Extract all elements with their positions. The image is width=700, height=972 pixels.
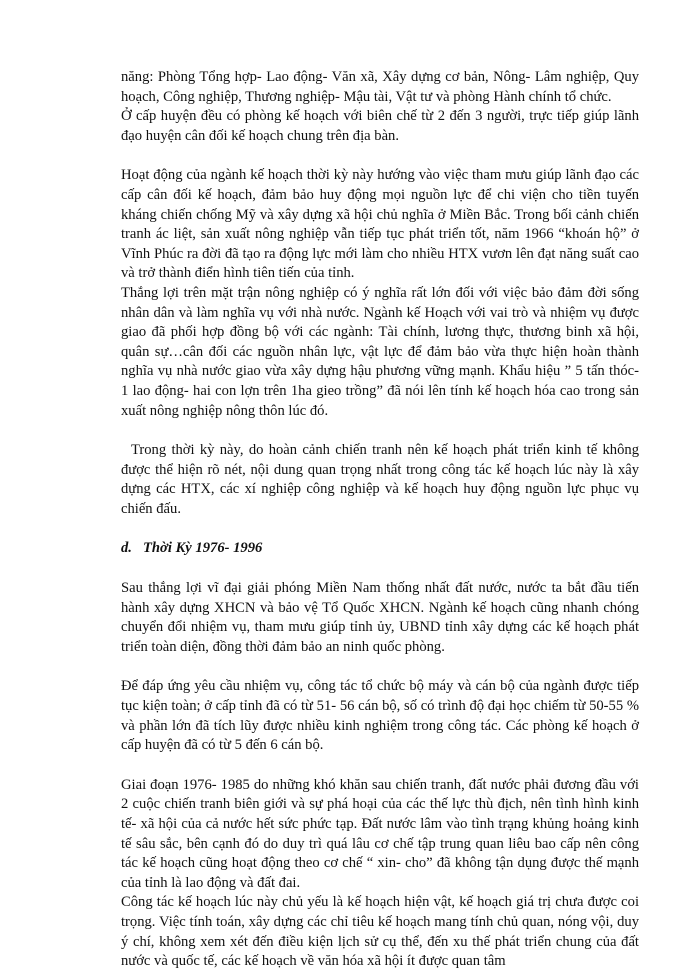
spacer (121, 519, 639, 539)
section-title: Thời Kỳ 1976- 1996 (143, 540, 263, 557)
document-page (121, 68, 639, 972)
paragraph-staffing: Để đáp ứng yêu cầu nhiệm vụ, công tác tổ chức bộ máy và cán bộ của ngành được tiếp tục kiện toàn; ở cấp tỉnh đã có từ 51- 56 cán bộ, số có trình độ đại học chiếm từ 50-55 % và phần lớn đã tích lũy được nhiều kinh nghiệm trong công tác. Các phòng kế hoạch ở cấp huyện đã có từ 5 đến 6 cán bộ. (121, 678, 639, 754)
paragraph-departments: năng: Phòng Tổng hợp- Lao động- Văn xã, Xây dựng cơ bản, Nông- Lâm nghiệp, Quy hoạch, Công nghiệp, Thương nghiệp- Mậu tài, Vật tư và phòng Hành chính tổ chức. (121, 69, 639, 105)
section-number: d. (121, 540, 132, 557)
spacer (121, 657, 639, 677)
spacer (121, 559, 639, 579)
paragraph-war-period-summary: Trong thời kỳ này, do hoàn cảnh chiến tranh nên kế hoạch phát triển kinh tế không được thể hiện rõ nét, nội dung quan trọng nhất trong công tác kế hoạch lúc này là xây dựng các HTX, các xí nghiệp công nghiệp và kế hoạch huy động nguồn lực phục vụ chiến đấu. (121, 442, 639, 517)
spacer (121, 146, 639, 166)
paragraph-wartime-activity: Hoạt động của ngành kế hoạch thời kỳ này hướng vào việc tham mưu giúp lãnh đạo các cấp cân đối kế hoạch, đảm bảo huy động mọi nguồn lực để chi viện cho tiền tuyến kháng chiến chống Mỹ và xây dựng xã hội chủ nghĩa ở Miền Bắc. Trong bối cảnh chiến tranh ác liệt, sản xuất nông nghiệp vẫn tiếp tục phát triển tốt, năm 1966 “khoán hộ” ở Vĩnh Phúc ra đời đã tạo ra động lực mới làm cho nhiều HTX vươn lên đạt năng suất cao và trở thành điển hình tiên tiến của tỉnh. (121, 167, 639, 282)
paragraph-planning-work: Công tác kế hoạch lúc này chủ yếu là kế hoạch hiện vật, kế hoạch giá trị chưa được coi trọng. Việc tính toán, xây dựng các chỉ tiêu kế hoạch mang tính chủ quan, nóng vội, duy ý chí, không xem xét đến điều kiện lịch sử cụ thể, đến xu thế phát triển chung của đất nước và quốc tế, các kế hoạch về văn hóa xã hội ít được quan tâm (121, 894, 639, 970)
paragraph-reunification: Sau thắng lợi vĩ đại giải phóng Miền Nam thống nhất đất nước, nước ta bắt đầu tiến hành xây dựng XHCN và bảo vệ Tổ Quốc XHCN. Ngành kế hoạch cũng nhanh chóng chuyển đổi nhiệm vụ, tham mưu giúp tỉnh ủy, UBND tỉnh xây dựng các kế hoạch phát triển toàn diện, đồng thời đảm bảo an ninh quốc phòng. (121, 580, 639, 655)
spacer (121, 421, 639, 441)
paragraph-agriculture-victory: Thắng lợi trên mặt trận nông nghiệp có ý nghĩa rất lớn đối với việc bảo đảm đời sống nhân dân và làm nghĩa vụ với nhà nước. Ngành kế Hoạch với vai trò và nhiệm vụ được giao đã phối hợp đồng bộ với các ngành: Tài chính, lương thực, thương binh xã hội, quân sự…cân đối các nguồn nhân lực, vật lực để đảm bảo vừa thực hiện hoàn thành nghĩa vụ nhà nước giao vừa xây dựng hậu phương vững mạnh. Khẩu hiệu ” 5 tấn thóc- 1 lao động- hai con lợn trên 1ha gieo trồng” đã nói lên tính kế hoạch hóa cao trong sản xuất nông nghiệp nông thôn lúc đó. (121, 284, 639, 419)
paragraph-1976-1985: Giai đoạn 1976- 1985 do những khó khăn sau chiến tranh, đất nước phải đương đầu với 2 cuộc chiến tranh biên giới và sự phá hoại của các thế lực thù địch, nên tình hình kinh tế- xã hội của cả nước hết sức phức tạp. Đất nước lâm vào tình trạng khủng hoảng kinh tế sâu sắc, bên cạnh đó do duy trì quá lâu cơ chế tập trung quan liêu bao cấp nên công tác kế hoạch cũng hoạt động theo cơ chế “ xin- cho” đã không tận dụng được thế mạnh của tỉnh là lao động và đất đai. (121, 776, 639, 891)
section-heading (121, 539, 639, 559)
paragraph-district-planning: Ở cấp huyện đều có phòng kế hoạch với biên chế từ 2 đến 3 người, trực tiếp giúp lãnh đạo huyện cân đối kế hoạch chung trên địa bàn. (121, 108, 639, 144)
spacer (121, 756, 639, 776)
